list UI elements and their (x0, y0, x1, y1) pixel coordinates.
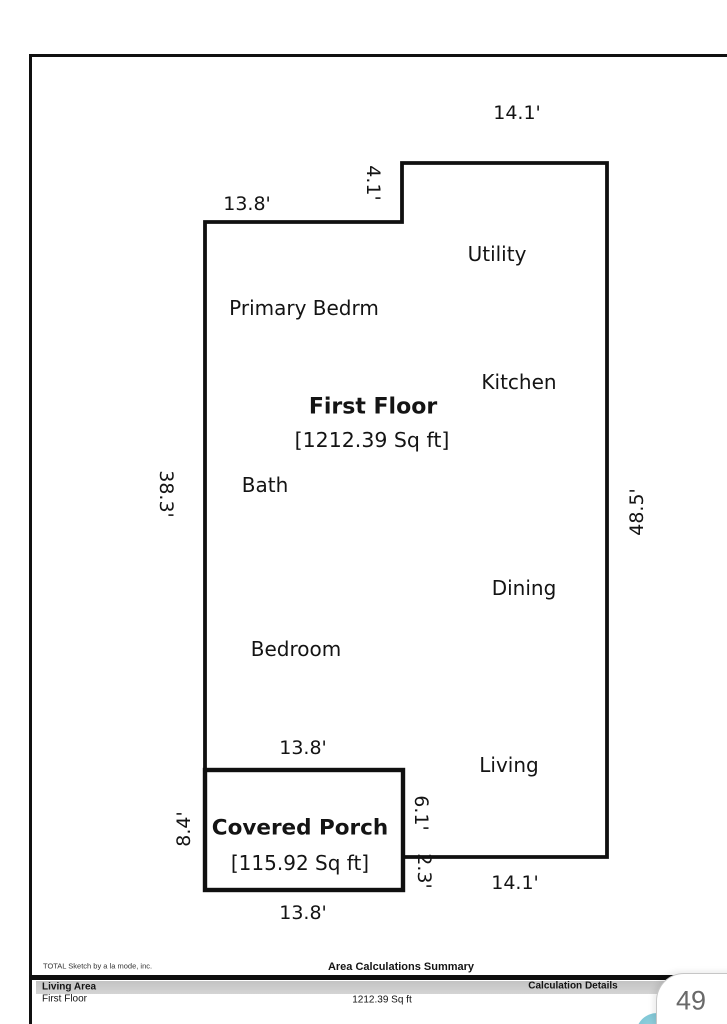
porch-area-value: [115.92 Sq ft] (230, 851, 370, 875)
room-label-dining: Dining (491, 576, 557, 600)
dim-porch-left-height: 8.4' (173, 811, 195, 847)
room-label-bath: Bath (241, 473, 289, 497)
dim-left-height: 38.3' (155, 470, 177, 518)
summary-row-value: 1212.39 Sq ft (352, 994, 412, 1006)
dim-right-height: 48.5' (626, 488, 648, 536)
dim-porch-top-width: 13.8' (279, 737, 327, 759)
dim-top-left-width: 13.8' (223, 193, 271, 215)
page-border-left (29, 54, 32, 1024)
dim-living-offset-height: 6.1' (410, 795, 432, 831)
dim-bottom-right-width: 14.1' (491, 872, 539, 894)
brand-line: TOTAL Sketch by a la mode, inc. (43, 961, 153, 971)
dim-porch-bottom-width: 13.8' (279, 902, 327, 924)
room-label-utility: Utility (467, 242, 527, 266)
living-area-header: Living Area (42, 981, 97, 993)
dim-top-right-width: 14.1' (493, 102, 541, 124)
footer-divider-line (29, 975, 727, 980)
dim-notch-height: 4.1' (362, 165, 384, 201)
summary-header-bar (36, 981, 727, 994)
room-label-primary-bedrm: Primary Bedrm (229, 296, 379, 320)
room-label-kitchen: Kitchen (481, 370, 557, 394)
room-label-living: Living (479, 753, 539, 777)
floor-area-value: [1212.39 Sq ft] (294, 428, 450, 452)
page-number: 49 (675, 985, 707, 1016)
floor-title: First Floor (308, 394, 438, 420)
summary-row-name: First Floor (42, 993, 87, 1005)
room-label-bedroom: Bedroom (250, 637, 342, 661)
page-border-top (29, 54, 727, 57)
area-calculations-summary-title: Area Calculations Summary (327, 961, 475, 973)
porch-title: Covered Porch (211, 815, 389, 841)
calculation-details-header: Calculation Details (528, 980, 618, 992)
dim-porch-overhang-height: 2.3' (413, 853, 435, 889)
house-outline (205, 163, 607, 857)
